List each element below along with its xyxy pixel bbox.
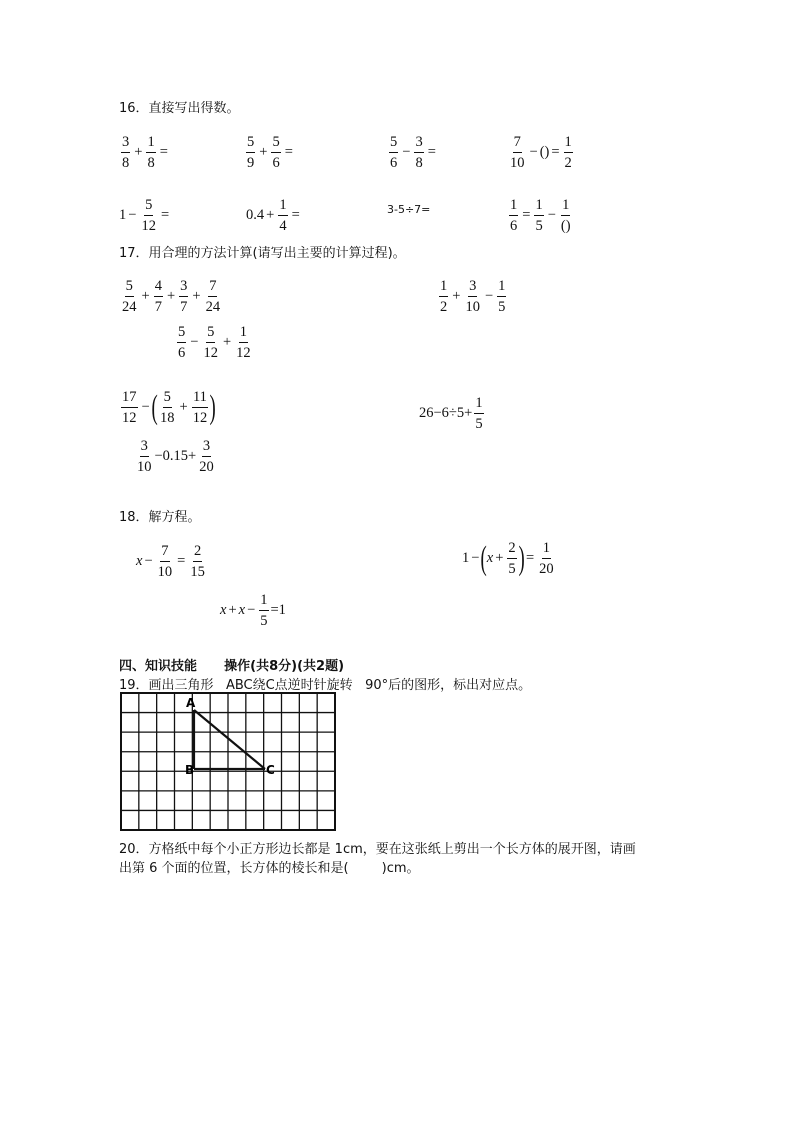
q19-title: 19．画出三角形 ABC绕C点逆时针旋转 90°后的图形，标出对应点。 [119, 678, 532, 693]
q16-title: 16．直接写出得数。 [119, 101, 240, 116]
q16-expr-3: $\frac{5}{6}$ − $\frac{3}{8}$ = [390, 134, 436, 171]
label-c: C [266, 763, 275, 777]
q16-expr-7: 3-5÷7= [387, 203, 431, 216]
section-4-heading: 四、知识技能 操作(共8分)(共2题) [119, 659, 345, 674]
q20-line-1: 20．方格纸中每个小正方形边长都是 1cm，要在这张纸上剪出一个长方体的展开图，请画 [119, 842, 636, 857]
q18-equation-3: x + x − $\frac{1}{5}$ =1 [220, 592, 286, 629]
q16-expr-6: 0.4 + $\frac{1}{4}$ = [246, 197, 300, 234]
q17-expr-3: $\frac{5}{6}$ − $\frac{5}{12}$ + $\frac{1}{12}$ [178, 324, 251, 361]
triangle-side-ac [194, 710, 265, 769]
q17-title: 17．用合理的方法计算(请写出主要的计算过程)。 [119, 246, 406, 261]
q16-expr-2: $\frac{5}{9}$ + $\frac{5}{6}$ = [247, 134, 293, 171]
label-a: A [186, 696, 196, 710]
q19-grid-figure [118, 690, 340, 836]
q17-expr-2: $\frac{1}{2}$ + $\frac{3}{10}$ − $\frac{1}{5}$ [440, 278, 506, 315]
q17-expr-5: 26−6÷5+ $\frac{1}{5}$ [419, 395, 483, 432]
q16-expr-8: $\frac{1}{6}$ = $\frac{1}{5}$ − $\frac{1}{()}$ [510, 197, 571, 234]
q17-expr-1: $\frac{5}{24}$ + $\frac{4}{7}$ + $\frac{3}{7}$ + $\frac{7}{24}$ [122, 278, 221, 315]
q16-expr-4: $\frac{7}{10}$ − () = $\frac{1}{2}$ [510, 134, 572, 171]
q17-expr-6: $\frac{3}{10}$ −0.15+ $\frac{3}{20}$ [137, 438, 214, 475]
q17-expr-4: $\frac{17}{12}$ − ( $\frac{5}{18}$ + $\frac{11}{12}$ ) [122, 388, 216, 426]
q16-expr-5: 1 − $\frac{5}{12}$ = [119, 197, 170, 234]
q18-title: 18．解方程。 [119, 510, 201, 525]
q20-line-2: 出第 6 个面的位置，长方体的棱长和是( )cm。 [119, 861, 420, 876]
q18-equation-1: x − $\frac{7}{10}$ = $\frac{2}{15}$ [136, 543, 205, 580]
q16-expr-1: $\frac{3}{8}$ + $\frac{1}{8}$ = [122, 134, 168, 171]
label-b: B [185, 763, 195, 777]
q18-equation-2: 1 − ( x + $\frac{2}{5}$ ) = $\frac{1}{20}$ [462, 539, 554, 577]
